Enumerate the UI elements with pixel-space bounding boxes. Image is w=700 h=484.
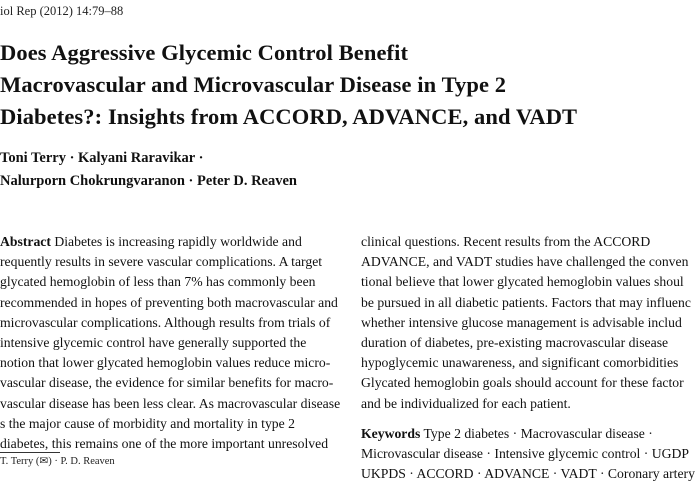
journal-citation: iol Rep (2012) 14:79–88 (0, 4, 124, 18)
abstract-line: ADVANCE, and VADT studies have challenged the conven (361, 254, 689, 270)
abstract-line: vascular disease has been less clear. As macrovascular disease (0, 395, 341, 411)
keywords-line: UKPDS · ACCORD · ADVANCE · VADT · Coronary artery (361, 466, 695, 482)
abstract-line: be pursued in all diabetic patients. Factors that may influenc (361, 294, 691, 310)
keywords-first-line (361, 424, 700, 444)
abstract-line: and be individualized for each patient. (361, 395, 571, 411)
abstract-label: Abstract (0, 234, 51, 249)
keywords-line: Microvascular disease · Intensive glycemic control · UGDP (361, 446, 690, 462)
abstract-line: tional believe that lower glycated hemoglobin values shoul (361, 274, 684, 290)
abstract-line: diabetes, this remains one of the more important unresolved (0, 436, 329, 452)
title-line: Macrovascular and Microvascular Disease in Type 2 (0, 72, 507, 97)
keywords-text: Type 2 diabetes · Macrovascular disease · (420, 425, 653, 441)
abstract-first-line (0, 232, 342, 252)
abstract-line: s the major cause of morbidity and mortality in type 2 (0, 415, 295, 431)
abstract-line: hypoglycemic unawareness, and significant comorbidities (361, 355, 679, 371)
abstract-line: Glycated hemoglobin goals should account for these factor (361, 375, 684, 391)
author-line: Nalurporn Chokrungvaranon · Peter D. Reaven (0, 173, 297, 189)
abstract-line: glycated hemoglobin of less than 7% has commonly been (0, 274, 316, 290)
abstract-line: intensive glycemic control have generally supported the (0, 335, 307, 351)
keywords-spacer (361, 414, 700, 424)
abstract-line: vascular disease, the evidence for similar benefits for macro- (0, 375, 334, 391)
author-line: Toni Terry · Kalyani Raravikar · (0, 150, 204, 166)
abstract-line: whether intensive glucose management is advisable includ (361, 314, 682, 330)
abstract-line: recommended in hopes of preventing both macrovascular and (0, 294, 338, 310)
abstract-column-right (361, 232, 700, 484)
title-line: Does Aggressive Glycemic Control Benefit (0, 40, 409, 65)
title-line: Diabetes?: Insights from ACCORD, ADVANCE, and VADT (0, 104, 578, 129)
abstract-line: notion that lower glycated hemoglobin values reduce micro- (0, 355, 331, 371)
abstract-column-left (0, 232, 342, 454)
abstract-line: duration of diabetes, pre-existing macrovascular disease (361, 335, 669, 351)
abstract-line: clinical questions. Recent results from the ACCORD (361, 234, 651, 249)
footnote-rule (0, 452, 60, 453)
abstract-line: microvascular complications. Although results from trials of (0, 314, 331, 330)
keywords-label: Keywords (361, 425, 421, 441)
abstract-text: Diabetes is increasing rapidly worldwide and (50, 234, 302, 249)
footnote: T. Terry (✉) · P. D. Reaven (0, 456, 115, 467)
abstract-line: requently results in severe vascular complications. A target (0, 254, 323, 270)
